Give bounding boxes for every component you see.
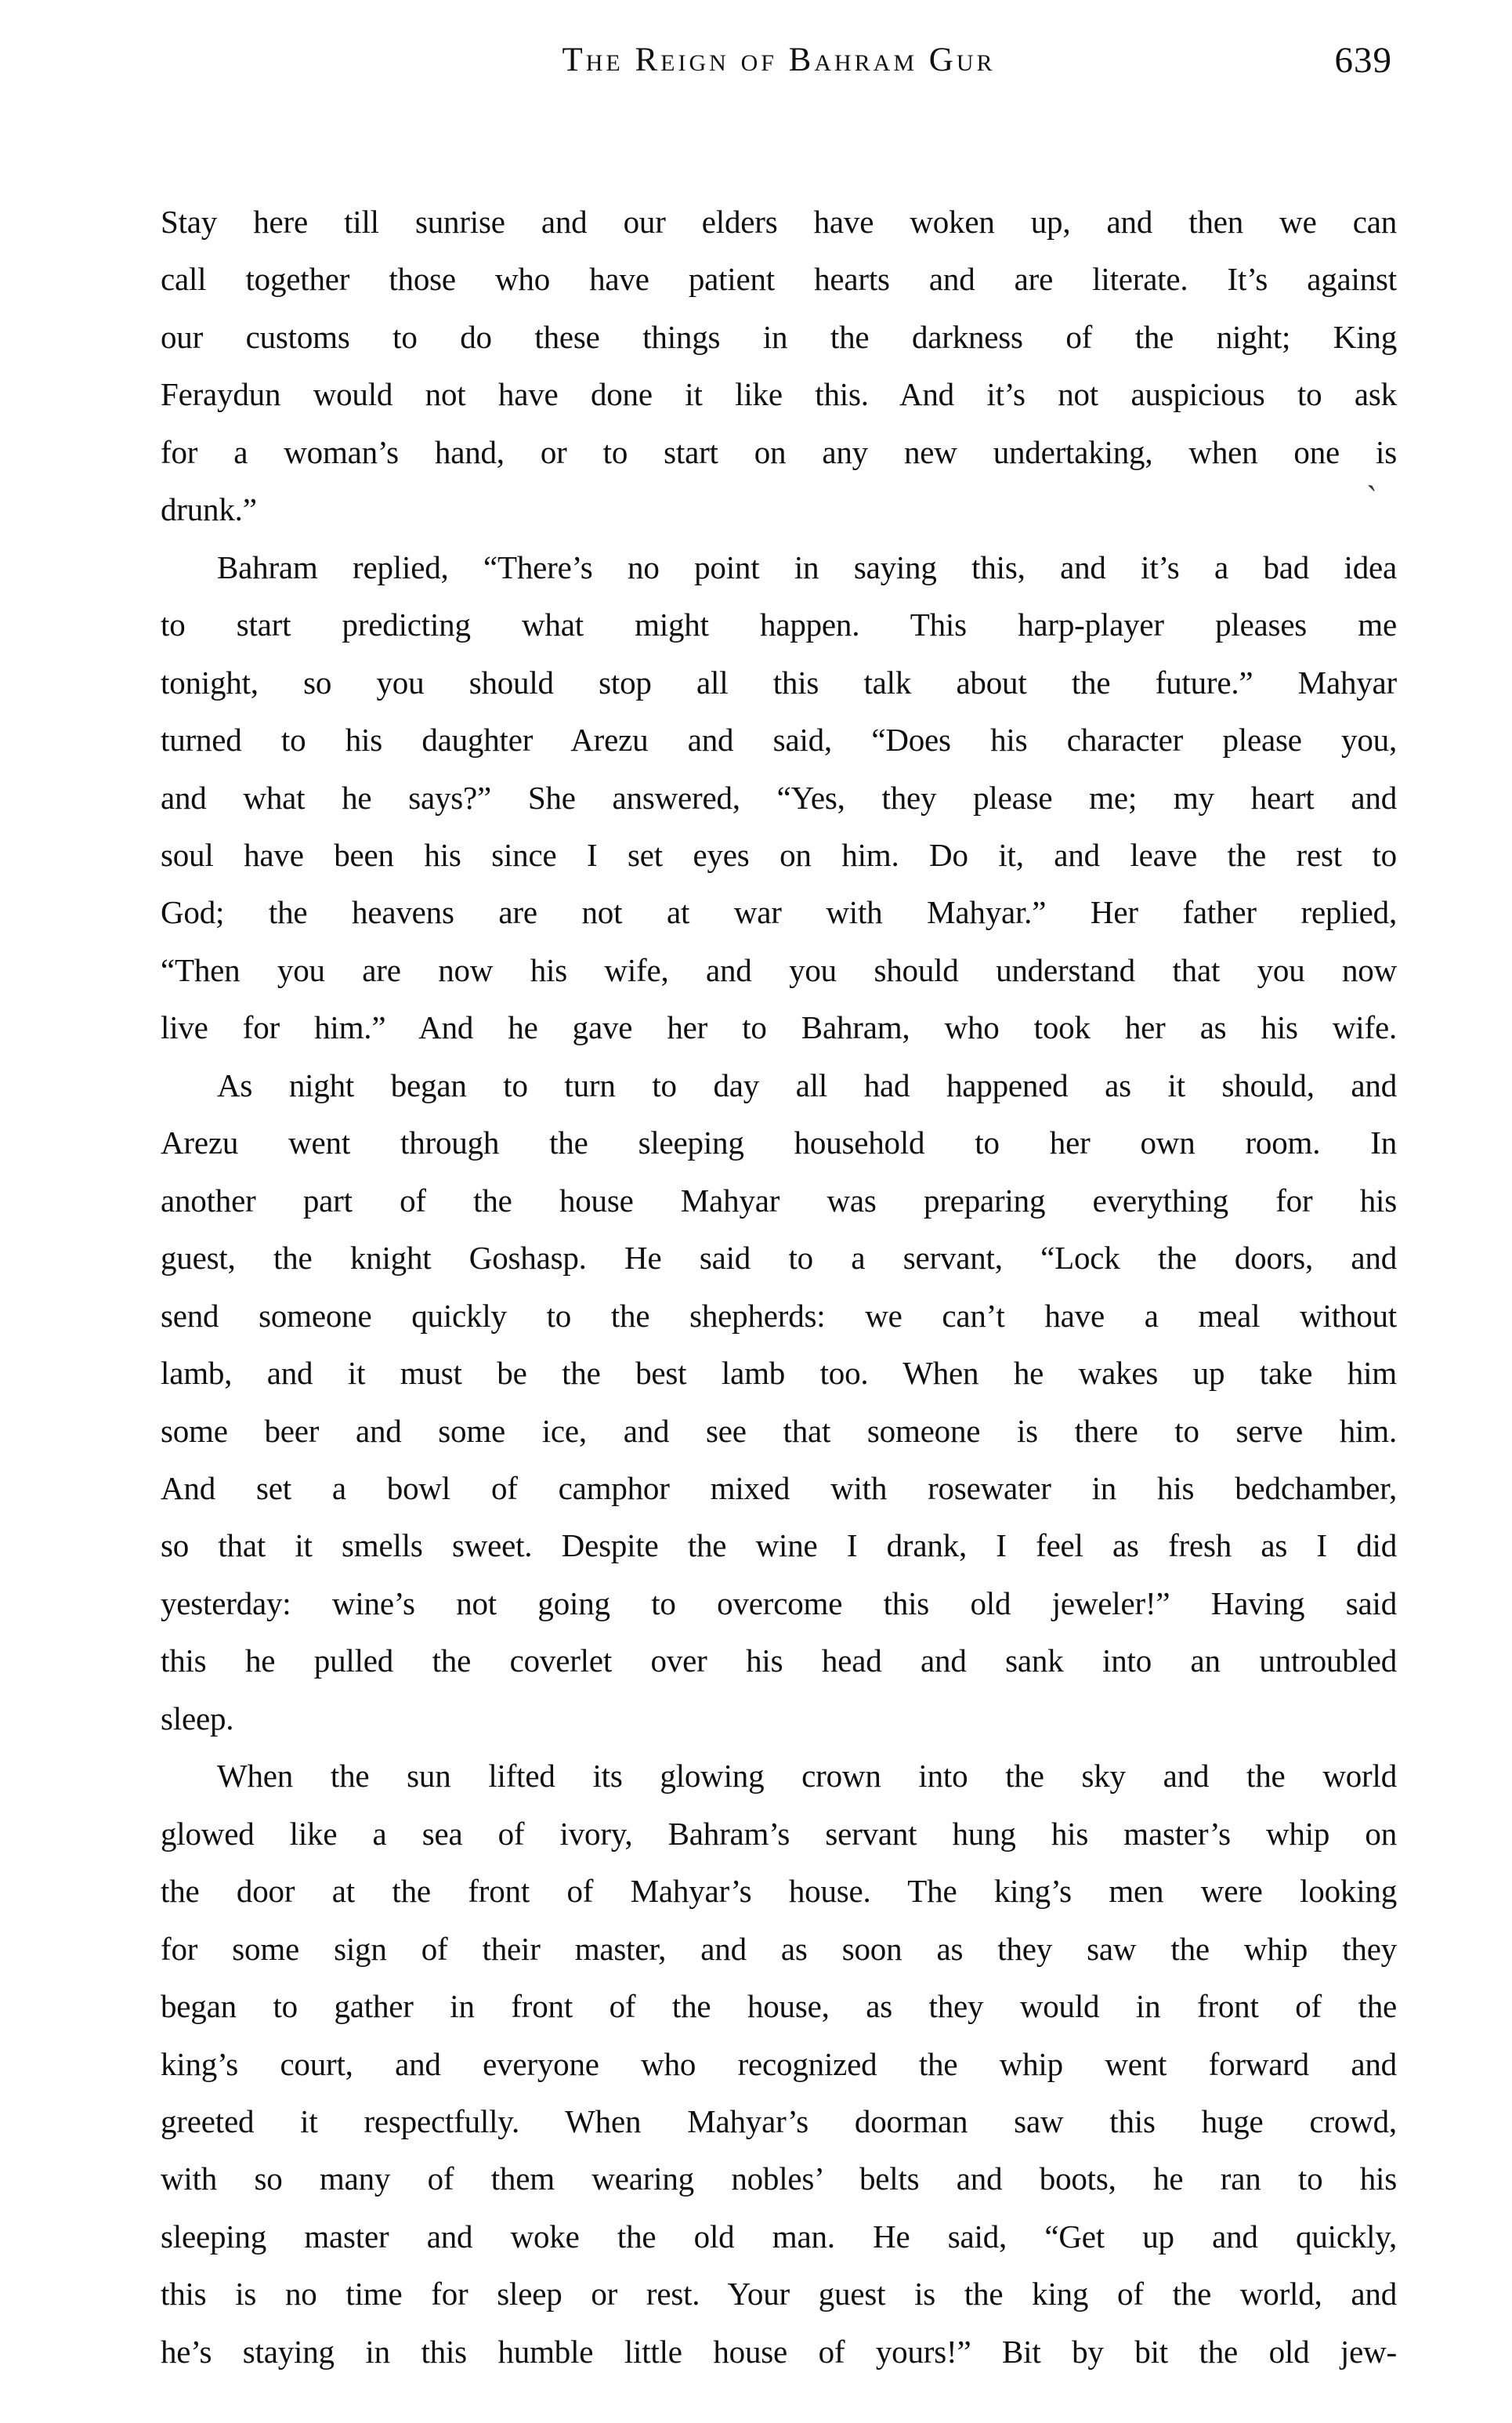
text-line: sleep. <box>161 1700 234 1737</box>
text-line: “Then you are now his wife, and you should understand that you now <box>161 951 1397 988</box>
text-line: the door at the front of Mahyar’s house. The king’s men were looking <box>161 1873 1397 1910</box>
paragraph <box>161 539 1397 1057</box>
text-line: for a woman’s hand, or to start on any new undertaking, when one is <box>161 433 1397 470</box>
text-line: another part of the house Mahyar was preparing everything for his <box>161 1182 1397 1219</box>
text-line: for some sign of their master, and as soon as they saw the whip they <box>161 1930 1397 1967</box>
text-line: guest, the knight Goshasp. He said to a servant, “Lock the doors, and <box>161 1240 1397 1277</box>
paragraph <box>161 1057 1397 1748</box>
text-line: Arezu went through the sleeping household to her own room. In <box>161 1125 1397 1161</box>
paragraph <box>161 194 1397 539</box>
text-line: As night began to turn to day all had happened as it should, and <box>217 1067 1397 1103</box>
text-line: he’s staying in this humble little house of yours!” Bit by bit the old jew- <box>161 2333 1397 2370</box>
chapter-title: The Reign of Bahram Gur <box>562 42 996 78</box>
page-number: 639 <box>1334 40 1392 81</box>
text-line: this is no time for sleep or rest. Your guest is the king of the world, and <box>161 2276 1397 2313</box>
text-line: When the sun lifted its glowing crown into the sky and the world <box>217 1758 1397 1795</box>
text-line: live for him.” And he gave her to Bahram, who took her as his wife. <box>161 1009 1397 1046</box>
text-line: Bahram replied, “There’s no point in saying this, and it’s a bad idea <box>217 549 1397 585</box>
text-line: And set a bowl of camphor mixed with rosewater in his bedchamber, <box>161 1469 1397 1506</box>
text-line: this he pulled the coverlet over his head and sank into an untroubled <box>161 1642 1397 1679</box>
text-line: lamb, and it must be the best lamb too. When he wakes up take him <box>161 1355 1397 1392</box>
text-line: God; the heavens are not at war with Mahyar.” Her father replied, <box>161 894 1397 931</box>
text-line: glowed like a sea of ivory, Bahram’s servant hung his master’s whip on <box>161 1815 1397 1852</box>
paragraph <box>161 1748 1397 2381</box>
text-line: Stay here till sunrise and our elders have woken up, and then we can <box>161 204 1397 240</box>
text-body <box>161 194 1397 2381</box>
text-line: some beer and some ice, and see that someone is there to serve him. <box>161 1412 1397 1449</box>
text-line: drunk.” <box>161 491 257 528</box>
text-line: our customs to do these things in the darkness of the night; King <box>161 318 1397 355</box>
text-line: king’s court, and everyone who recognized the whip went forward and <box>161 2045 1397 2082</box>
text-line: began to gather in front of the house, as they would in front of the <box>161 1988 1397 2025</box>
text-line: Feraydun would not have done it like this. And it’s not auspicious to ask <box>161 376 1397 413</box>
text-line: tonight, so you should stop all this talk about the future.” Mahyar <box>161 664 1397 701</box>
text-line: with so many of them wearing nobles’ belts and boots, he ran to his <box>161 2160 1397 2197</box>
text-line: and what he says?” She answered, “Yes, they please me; my heart and <box>161 779 1397 816</box>
text-line: yesterday: wine’s not going to overcome this old jeweler!” Having said <box>161 1585 1397 1621</box>
text-line: greeted it respectfully. When Mahyar’s doorman saw this huge crowd, <box>161 2102 1397 2139</box>
scan-artifact-mark: ` <box>1362 478 1379 518</box>
text-line: call together those who have patient hearts and are literate. It’s against <box>161 261 1397 298</box>
text-line: to start predicting what might happen. This harp-player pleases me <box>161 607 1397 643</box>
running-head <box>161 41 1397 96</box>
text-line: turned to his daughter Arezu and said, “Does his character please you, <box>161 722 1397 759</box>
text-line: soul have been his since I set eyes on him. Do it, and leave the rest to <box>161 836 1397 873</box>
text-line: sleeping master and woke the old man. He said, “Get up and quickly, <box>161 2218 1397 2255</box>
text-line: send someone quickly to the shepherds: we can’t have a meal without <box>161 1297 1397 1334</box>
text-line: so that it smells sweet. Despite the wine I drank, I feel as fresh as I did <box>161 1527 1397 1564</box>
